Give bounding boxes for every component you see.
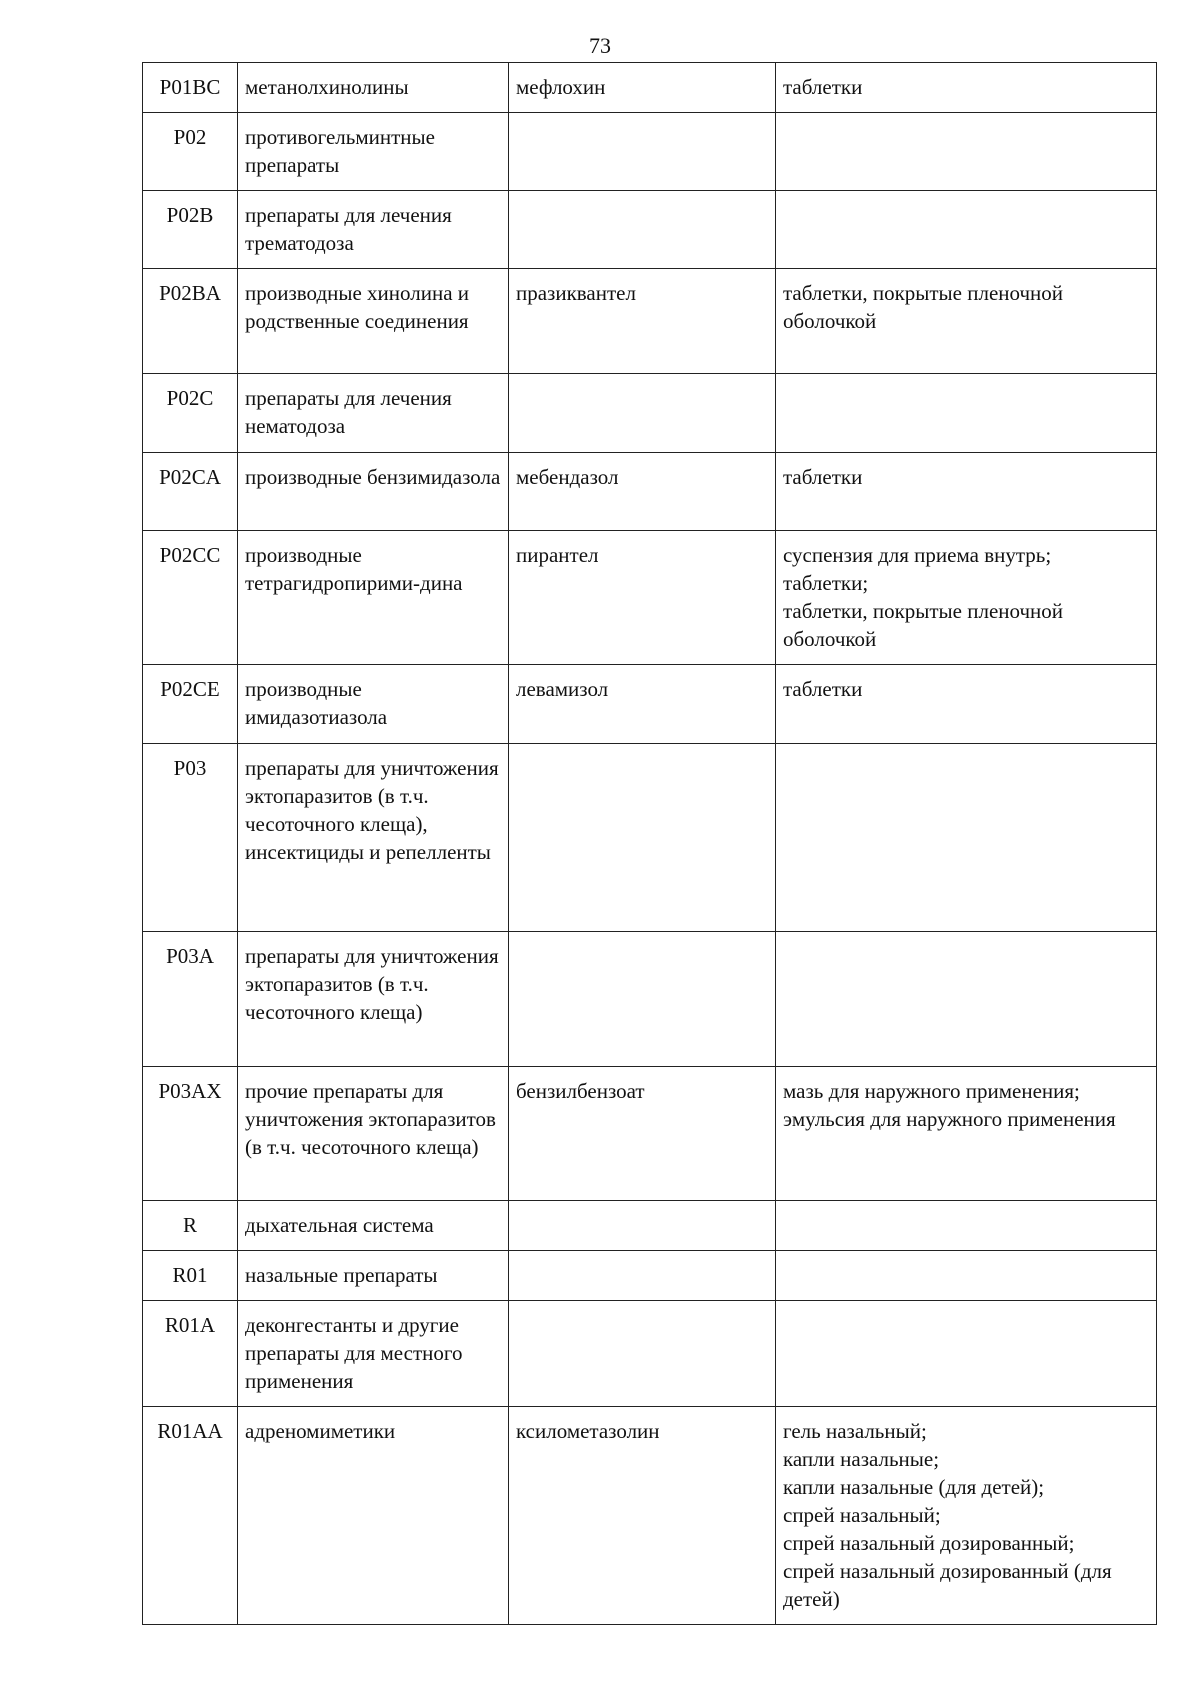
medication-table-body xyxy=(143,63,1157,1625)
table-row xyxy=(143,453,1157,531)
dosage-form-line: таблетки, покрытые пленочной оболочкой xyxy=(783,599,1064,651)
substance-cell: празиквантел xyxy=(509,269,776,374)
table-row xyxy=(143,1407,1157,1625)
substance-cell xyxy=(509,1301,776,1407)
substance-cell xyxy=(509,932,776,1067)
dosage-form-line: спрей назальный дозированный; xyxy=(783,1531,1075,1555)
dosage-form-cell: таблетки xyxy=(776,665,1157,744)
atc-code-cell: R01AA xyxy=(143,1407,238,1625)
dosage-form-cell: таблетки xyxy=(776,453,1157,531)
dosage-form-line: таблетки; xyxy=(783,571,869,595)
dosage-form-line: мазь для наружного применения; xyxy=(783,1079,1080,1103)
dosage-form-line: капли назальные (для детей); xyxy=(783,1475,1045,1499)
substance-cell: мебендазол xyxy=(509,453,776,531)
table-row xyxy=(143,191,1157,269)
dosage-form-line: капли назальные; xyxy=(783,1447,940,1471)
table-row xyxy=(143,1201,1157,1251)
atc-code-cell: P02CC xyxy=(143,531,238,665)
table-row xyxy=(143,531,1157,665)
substance-cell xyxy=(509,374,776,453)
dosage-form-cell xyxy=(776,113,1157,191)
atc-code-cell: R01A xyxy=(143,1301,238,1407)
dosage-form-cell xyxy=(776,374,1157,453)
substance-cell xyxy=(509,191,776,269)
group-cell: адреномиметики xyxy=(238,1407,509,1625)
table-row xyxy=(143,744,1157,932)
dosage-form-cell xyxy=(776,1251,1157,1301)
group-cell: препараты для лечения трематодоза xyxy=(238,191,509,269)
group-cell: препараты для уничтожения эктопаразитов (в т.ч. чесоточного клеща), инсектициды и репелленты xyxy=(238,744,509,932)
table-row xyxy=(143,374,1157,453)
group-cell: прочие препараты для уничтожения эктопаразитов (в т.ч. чесоточного клеща) xyxy=(238,1067,509,1201)
substance-cell xyxy=(509,1251,776,1301)
table-row xyxy=(143,1251,1157,1301)
atc-code-cell: P02 xyxy=(143,113,238,191)
group-cell: метанолхинолины xyxy=(238,63,509,113)
page-number: 73 xyxy=(589,33,611,58)
substance-cell: мефлохин xyxy=(509,63,776,113)
atc-code-cell: P03 xyxy=(143,744,238,932)
group-cell: противогельминтные препараты xyxy=(238,113,509,191)
group-cell: производные бензимидазола xyxy=(238,453,509,531)
group-cell: препараты для уничтожения эктопаразитов (в т.ч. чесоточного клеща) xyxy=(238,932,509,1067)
substance-cell xyxy=(509,1201,776,1251)
table-row xyxy=(143,269,1157,374)
table-row xyxy=(143,932,1157,1067)
substance-cell xyxy=(509,744,776,932)
group-cell: производные тетрагидропирими-дина xyxy=(238,531,509,665)
table-row xyxy=(143,63,1157,113)
atc-code-cell: P02CE xyxy=(143,665,238,744)
substance-cell: бензилбензоат xyxy=(509,1067,776,1201)
dosage-form-line: суспензия для приема внутрь; xyxy=(783,543,1052,567)
atc-code-cell: P03A xyxy=(143,932,238,1067)
dosage-form-line: эмульсия для наружного применения xyxy=(783,1107,1116,1131)
atc-code-cell: P02CA xyxy=(143,453,238,531)
group-cell: производные имидазотиазола xyxy=(238,665,509,744)
atc-code-cell: P01BC xyxy=(143,63,238,113)
dosage-form-line: гель назальный; xyxy=(783,1419,927,1443)
atc-code-cell: P02B xyxy=(143,191,238,269)
dosage-form-cell xyxy=(776,531,1157,665)
substance-cell: левамизол xyxy=(509,665,776,744)
substance-cell: ксилометазолин xyxy=(509,1407,776,1625)
dosage-form-cell xyxy=(776,191,1157,269)
table-row xyxy=(143,1067,1157,1201)
table-row xyxy=(143,113,1157,191)
dosage-form-line: спрей назальный дозированный (для детей) xyxy=(783,1559,1112,1611)
group-cell: дыхательная система xyxy=(238,1201,509,1251)
group-cell: деконгестанты и другие препараты для местного применения xyxy=(238,1301,509,1407)
atc-code-cell: R01 xyxy=(143,1251,238,1301)
dosage-form-cell xyxy=(776,1407,1157,1625)
dosage-form-cell: таблетки, покрытые пленочной оболочкой xyxy=(776,269,1157,374)
atc-code-cell: P02BA xyxy=(143,269,238,374)
substance-cell xyxy=(509,113,776,191)
dosage-form-cell xyxy=(776,932,1157,1067)
atc-code-cell: P02C xyxy=(143,374,238,453)
dosage-form-cell xyxy=(776,1201,1157,1251)
atc-code-cell: P03AX xyxy=(143,1067,238,1201)
medication-table xyxy=(142,62,1157,1625)
dosage-form-line: спрей назальный; xyxy=(783,1503,941,1527)
dosage-form-cell xyxy=(776,1067,1157,1201)
group-cell: препараты для лечения нематодоза xyxy=(238,374,509,453)
table-row xyxy=(143,1301,1157,1407)
group-cell: производные хинолина и родственные соединения xyxy=(238,269,509,374)
dosage-form-cell xyxy=(776,1301,1157,1407)
atc-code-cell: R xyxy=(143,1201,238,1251)
dosage-form-cell: таблетки xyxy=(776,63,1157,113)
substance-cell: пирантел xyxy=(509,531,776,665)
table-row xyxy=(143,665,1157,744)
dosage-form-cell xyxy=(776,744,1157,932)
group-cell: назальные препараты xyxy=(238,1251,509,1301)
